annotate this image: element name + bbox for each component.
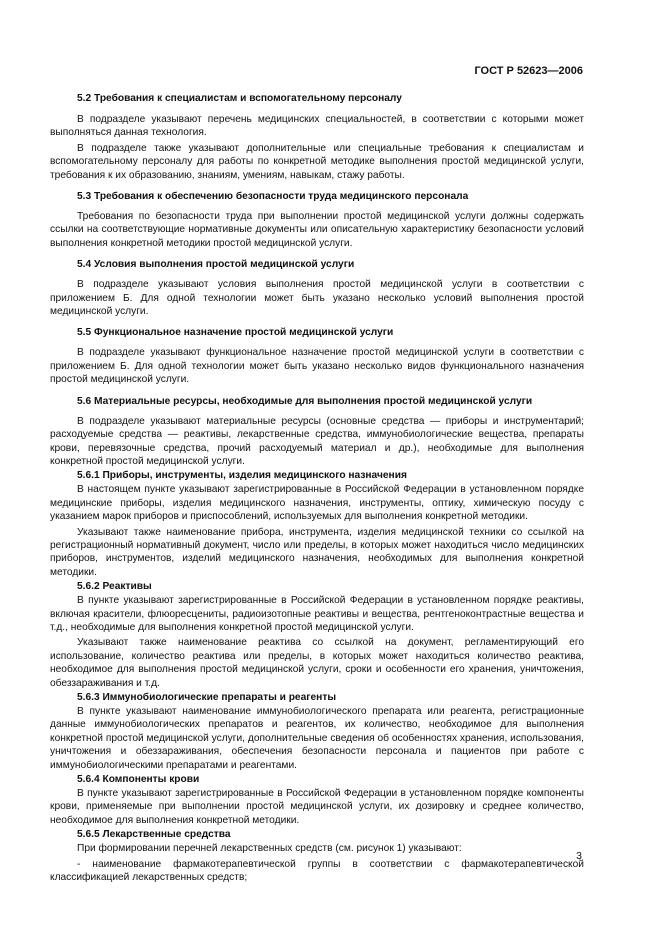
section-heading-5-5: 5.5 Функциональное назначение простой медицинской услуги bbox=[77, 327, 394, 339]
section-heading-5-4: 5.4 Условия выполнения простой медицинской услуги bbox=[77, 259, 355, 271]
paragraph: При формировании перечней лекарственных средств (см. рисунок 1) указывают: bbox=[77, 843, 462, 855]
subsection-heading-5-6-5: 5.6.5 Лекарственные средства bbox=[77, 829, 231, 841]
paragraph: Требования по безопасности труда при выполнении простой медицинской услуги должны содержать ссылки на соответствующие нормативные документы или описательную характеристику безопасности условий выполнения конкретной методики простой медицинской услуги. bbox=[50, 211, 584, 249]
document-body bbox=[50, 92, 584, 884]
paragraph: В подразделе указывают материальные ресурсы (основные средства — приборы и инструментарий; расходуемые средства — реактивы, лекарственные средства, иммунобиологические вещества, препараты крови, перевязочные средства, прочий расходуемый материал и др.), необходимые для выполнения конкретной простой медицинской услуги. bbox=[50, 415, 584, 467]
page-number: 3 bbox=[576, 850, 582, 862]
paragraph: В подразделе также указывают дополнительные или специальные требования к специалистам и вспомогательному персоналу для работы по конкретной методике выполнения простой медицинской услуги, требования к их образованию, знаниям, умениям, навыкам, стажу работы. bbox=[50, 142, 584, 181]
paragraph: В подразделе указывают перечень медицинских специальностей, в соответствии с которыми может выполняться данная технология. bbox=[50, 114, 584, 139]
paragraph: В подразделе указывают функциональное назначение простой медицинской услуги в соответствии с приложением Б. Для одной технологии может быть указано несколько видов функционального назначения простой медицинской услуги. bbox=[50, 347, 584, 386]
subsection-heading-5-6-1: 5.6.1 Приборы, инструменты, изделия медицинского назначения bbox=[77, 470, 407, 482]
subsection-heading-5-6-3: 5.6.3 Иммунобиологические препараты и реагенты bbox=[77, 692, 337, 703]
subsection-heading-5-6-2: 5.6.2 Реактивы bbox=[77, 581, 152, 593]
section-heading-5-6: 5.6 Материальные ресурсы, необходимые для выполнения простой медицинской услуги bbox=[77, 395, 533, 407]
paragraph: В подразделе указывают условия выполнения простой медицинской услуги в соответствии с приложением Б. Для одной технологии может быть указано несколько условий выполнения простой медицинской услуги. bbox=[50, 279, 584, 318]
paragraph: В настоящем пункте указывают зарегистрированные в Российской Федерации в установленном порядке медицинские приборы, изделия медицинского назначения, инструменты, оптику, химическую посуду с указанием марок приборов и приспособлений, используемых для выполнения конкретной методики. bbox=[50, 484, 584, 523]
paragraph: - наименование фармакотерапевтической группы в соответствии с фармакотерапевтической классификацией лекарственных средств; bbox=[50, 858, 584, 884]
document-code: ГОСТ Р 52623—2006 bbox=[474, 65, 583, 77]
section-heading-5-3: 5.3 Требования к обеспечению безопасности труда медицинского персонала bbox=[77, 191, 469, 203]
section-heading-5-2: 5.2 Требования к специалистам и вспомогательному персоналу bbox=[77, 93, 402, 104]
paragraph: В пункте указывают наименование иммунобиологического препарата или реагента, регистрационные данные иммунобиологических препаратов и реагентов, их количество, необходимое для выполнения конкретной простой медицинской услуги, дополнительные сведения об особенностях хранения, использования, уничтожения и обеззараживания, обеспечения безопасности персонала и пациентов при работе с иммунобиологическими препаратами и реагентами. bbox=[50, 706, 584, 771]
paragraph: В пункте указывают зарегистрированные в Российской Федерации в установленном порядке компоненты крови, применяемые при выполнении простой медицинской услуги, их дозировку и среднее количество, необходимое для выполнения конкретной методики. bbox=[50, 788, 584, 826]
paragraph: В пункте указывают зарегистрированные в Российской Федерации в установленном порядке реактивы, включая красители, флюоресцениты, радиоизотопные реактивы и вещества, рентгеноконтрастные вещества и т.д., необходимые для выполнения конкретной простой медицинской услуги. bbox=[50, 595, 584, 633]
subsection-heading-5-6-4: 5.6.4 Компоненты крови bbox=[77, 774, 200, 786]
paragraph: Указывают также наименование прибора, инструмента, изделия медицинской техники со ссылкой на регистрационный нормативный документ, число или пределы, в которых может находиться число медицинских приборов, инструментов, изделий медицинского назначения, необходимых для выполнения конкретной методики. bbox=[50, 526, 584, 578]
paragraph: Указывают также наименование реактива со ссылкой на документ, регламентирующий его использование, количество реактива или пределы, в которых может находиться количество реактива, необходимое для выполнения простой медицинской услуги, сроки и особенности его хранения, уничтожения, обеззараживания и т.д. bbox=[50, 637, 584, 689]
